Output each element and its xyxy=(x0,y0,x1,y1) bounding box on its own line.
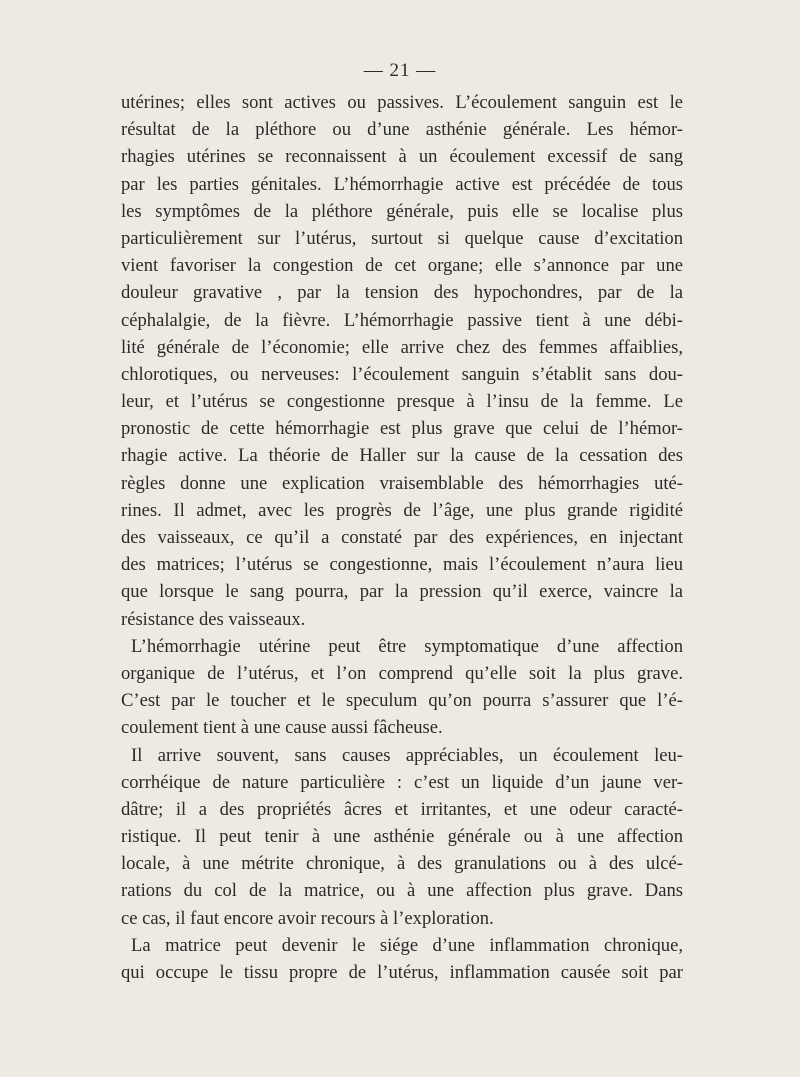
page-number: — 21 — xyxy=(363,60,437,81)
text-line: qui occupe le tissu propre de l’utérus, inflammation causée soit par xyxy=(121,962,683,983)
text-line: céphalalgie, de la fièvre. L’hémorrhagie passive tient à une débi- xyxy=(121,309,683,331)
text-line: pronostic de cette hémorrhagie est plus grave que celui de l’hémor- xyxy=(121,418,683,440)
paragraph-start-line: La matrice peut devenir le siége d’une inflammation chronique, xyxy=(131,934,683,956)
body-text xyxy=(121,89,683,986)
text-line: dâtre; il a des propriétés âcres et irritantes, et une odeur caracté- xyxy=(121,798,683,820)
text-line: règles donne une explication vraisemblable des hémorrhagies uté- xyxy=(121,472,683,494)
text-line: des matrices; l’utérus se congestionne, mais l’écoulement n’aura lieu xyxy=(121,554,683,576)
text-line: ristique. Il peut tenir à une asthénie générale ou à une affection xyxy=(121,826,683,848)
text-line: C’est par le toucher et le speculum qu’on pourra s’assurer que l’é- xyxy=(121,690,683,712)
paragraph-end-line: ce cas, il faut encore avoir recours à l’exploration. xyxy=(121,907,494,929)
text-line: lité générale de l’économie; elle arrive chez des femmes affaiblies, xyxy=(121,336,683,358)
text-line: organique de l’utérus, et l’on comprend qu’elle soit la plus grave. xyxy=(121,662,683,684)
text-line: particulièrement sur l’utérus, surtout si quelque cause d’excitation xyxy=(121,227,683,249)
text-line: rations du col de la matrice, ou à une affection plus grave. Dans xyxy=(121,880,683,902)
text-line: leur, et l’utérus se congestionne presque à l’insu de la femme. Le xyxy=(121,391,683,413)
text-line: des vaisseaux, ce qu’il a constaté par des expériences, en injectant xyxy=(121,527,683,548)
text-line: que lorsque le sang pourra, par la pression qu’il exerce, vaincre la xyxy=(121,581,683,603)
text-line: les symptômes de la pléthore générale, puis elle se localise plus xyxy=(121,200,683,222)
text-line: par les parties génitales. L’hémorrhagie active est précédée de tous xyxy=(121,173,683,195)
text-line: utérines; elles sont actives ou passives. L’écoulement sanguin est le xyxy=(121,92,683,113)
text-line: résultat de la pléthore ou d’une asthénie générale. Les hémor- xyxy=(121,119,683,141)
text-line: rhagie active. La théorie de Haller sur la cause de la cessation des xyxy=(121,445,683,467)
text-line: rhagies utérines se reconnaissent à un écoulement excessif de sang xyxy=(121,146,683,168)
text-line: locale, à une métrite chronique, à des granulations ou à des ulcé- xyxy=(121,853,683,875)
text-line: douleur gravative , par la tension des hypochondres, par de la xyxy=(121,282,683,304)
text-line: chlorotiques, ou nerveuses: l’écoulement sanguin s’établit sans dou- xyxy=(121,363,683,385)
paragraph-end-line: coulement tient à une cause aussi fâcheuse. xyxy=(121,717,443,739)
paragraph-start-line: Il arrive souvent, sans causes appréciables, un écoulement leu- xyxy=(131,744,683,766)
paragraph-end-line: résistance des vaisseaux. xyxy=(121,608,306,630)
paragraph-start-line: L’hémorrhagie utérine peut être symptomatique d’une affection xyxy=(131,635,683,657)
text-line: vient favoriser la congestion de cet organe; elle s’annonce par une xyxy=(121,255,683,277)
text-line: rines. Il admet, avec les progrès de l’âge, une plus grande rigidité xyxy=(121,499,683,521)
text-line: corrhéique de nature particulière : c’est un liquide d’un jaune ver- xyxy=(121,771,683,793)
